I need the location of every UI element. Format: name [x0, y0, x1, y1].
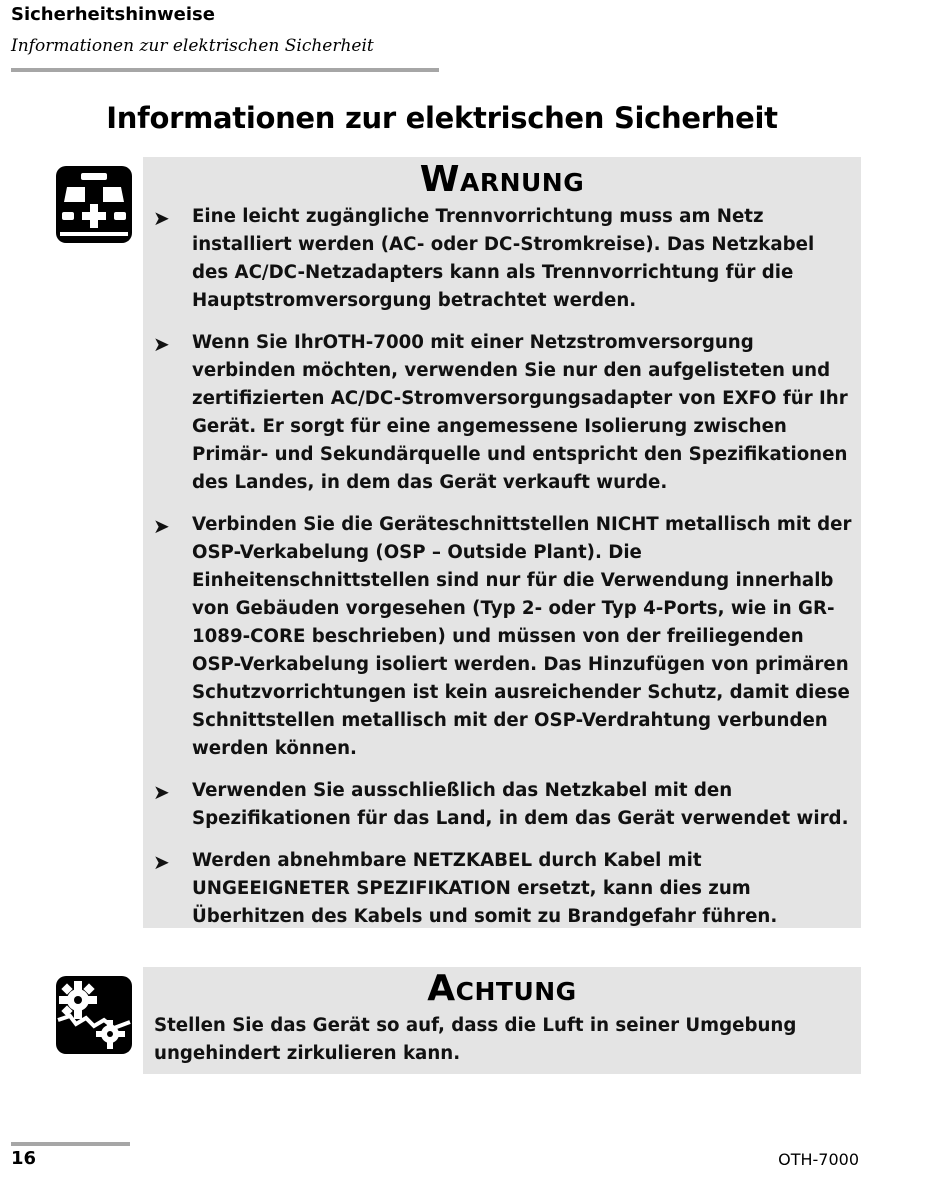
arrow-bullet-icon: ➤	[153, 206, 170, 230]
warning-item: ➤ Wenn Sie IhrOTH-7000 mit einer Netzstromversorgung verbinden möchten, verwenden Sie nur den aufgelisteten und zertifizierten AC/DC-Stromversorgungsadapter von EXFO für Ihr Gerät. Er sorgt für eine angemessene Isolierung zwischen Primär- und Sekundärquelle und entspricht den Spezifikationen des Landes, in dem das Gerät verkauft wurde.	[143, 329, 861, 497]
warning-box	[143, 157, 861, 928]
header-subsection-title: Informationen zur elektrischen Sicherheit	[11, 36, 374, 56]
ambulance-warning-icon	[56, 166, 132, 243]
warning-list	[143, 203, 861, 931]
arrow-bullet-icon: ➤	[153, 780, 170, 804]
page-title: Informationen zur elektrischen Sicherheit	[106, 101, 778, 135]
warning-item: ➤ Eine leicht zugängliche Trennvorrichtung muss am Netz installiert werden (AC- oder DC-Stromkreise). Das Netzkabel des AC/DC-Netzadapters kann als Trennvorrichtung für die Hauptstromversorgung betrachtet werden.	[143, 203, 861, 315]
warning-item: ➤ Werden abnehmbare NETZKABEL durch Kabel mit UNGEEIGNETER SPEZIFIKATION ersetzt, kann dies zum Überhitzen des Kabels und somit zu Brandgefahr führen.	[143, 847, 861, 931]
warning-item: ➤ Verwenden Sie ausschließlich das Netzkabel mit den Spezifikationen für das Land, in dem das Gerät verwendet wird.	[143, 777, 861, 833]
caution-heading: ACHTUNG	[427, 968, 577, 1009]
broken-gear-caution-icon	[56, 976, 132, 1054]
caution-box	[143, 967, 861, 1074]
caution-text: Stellen Sie das Gerät so auf, dass die Luft in seiner Umgebung ungehindert zirkulieren kann.	[154, 1015, 797, 1064]
warning-heading: WARNUNG	[419, 159, 585, 200]
arrow-bullet-icon: ➤	[153, 514, 170, 538]
warning-item: ➤ Verbinden Sie die Geräteschnittstellen NICHT metallisch mit der OSP-Verkabelung (OSP – Outside Plant). Die Einheitenschnittstellen sind nur für die Verwendung innerhalb von Gebäuden vorgesehen (Typ 2- oder Typ 4-Ports, wie in GR-1089-CORE beschrieben) und müssen von der freiliegenden OSP-Verkabelung isoliert werden. Das Hinzufügen von primären Schutzvorrichtungen ist kein ausreichender Schutz, damit diese Schnittstellen metallisch mit der OSP-Verdrahtung verbunden werden können.	[143, 511, 861, 763]
arrow-bullet-icon: ➤	[153, 332, 170, 356]
footer-divider	[11, 1142, 130, 1146]
header-section-title: Sicherheitshinweise	[11, 4, 215, 25]
arrow-bullet-icon: ➤	[153, 850, 170, 874]
header-divider	[11, 68, 439, 72]
page-number: 16	[11, 1148, 37, 1169]
footer-model: OTH-7000	[778, 1150, 859, 1169]
